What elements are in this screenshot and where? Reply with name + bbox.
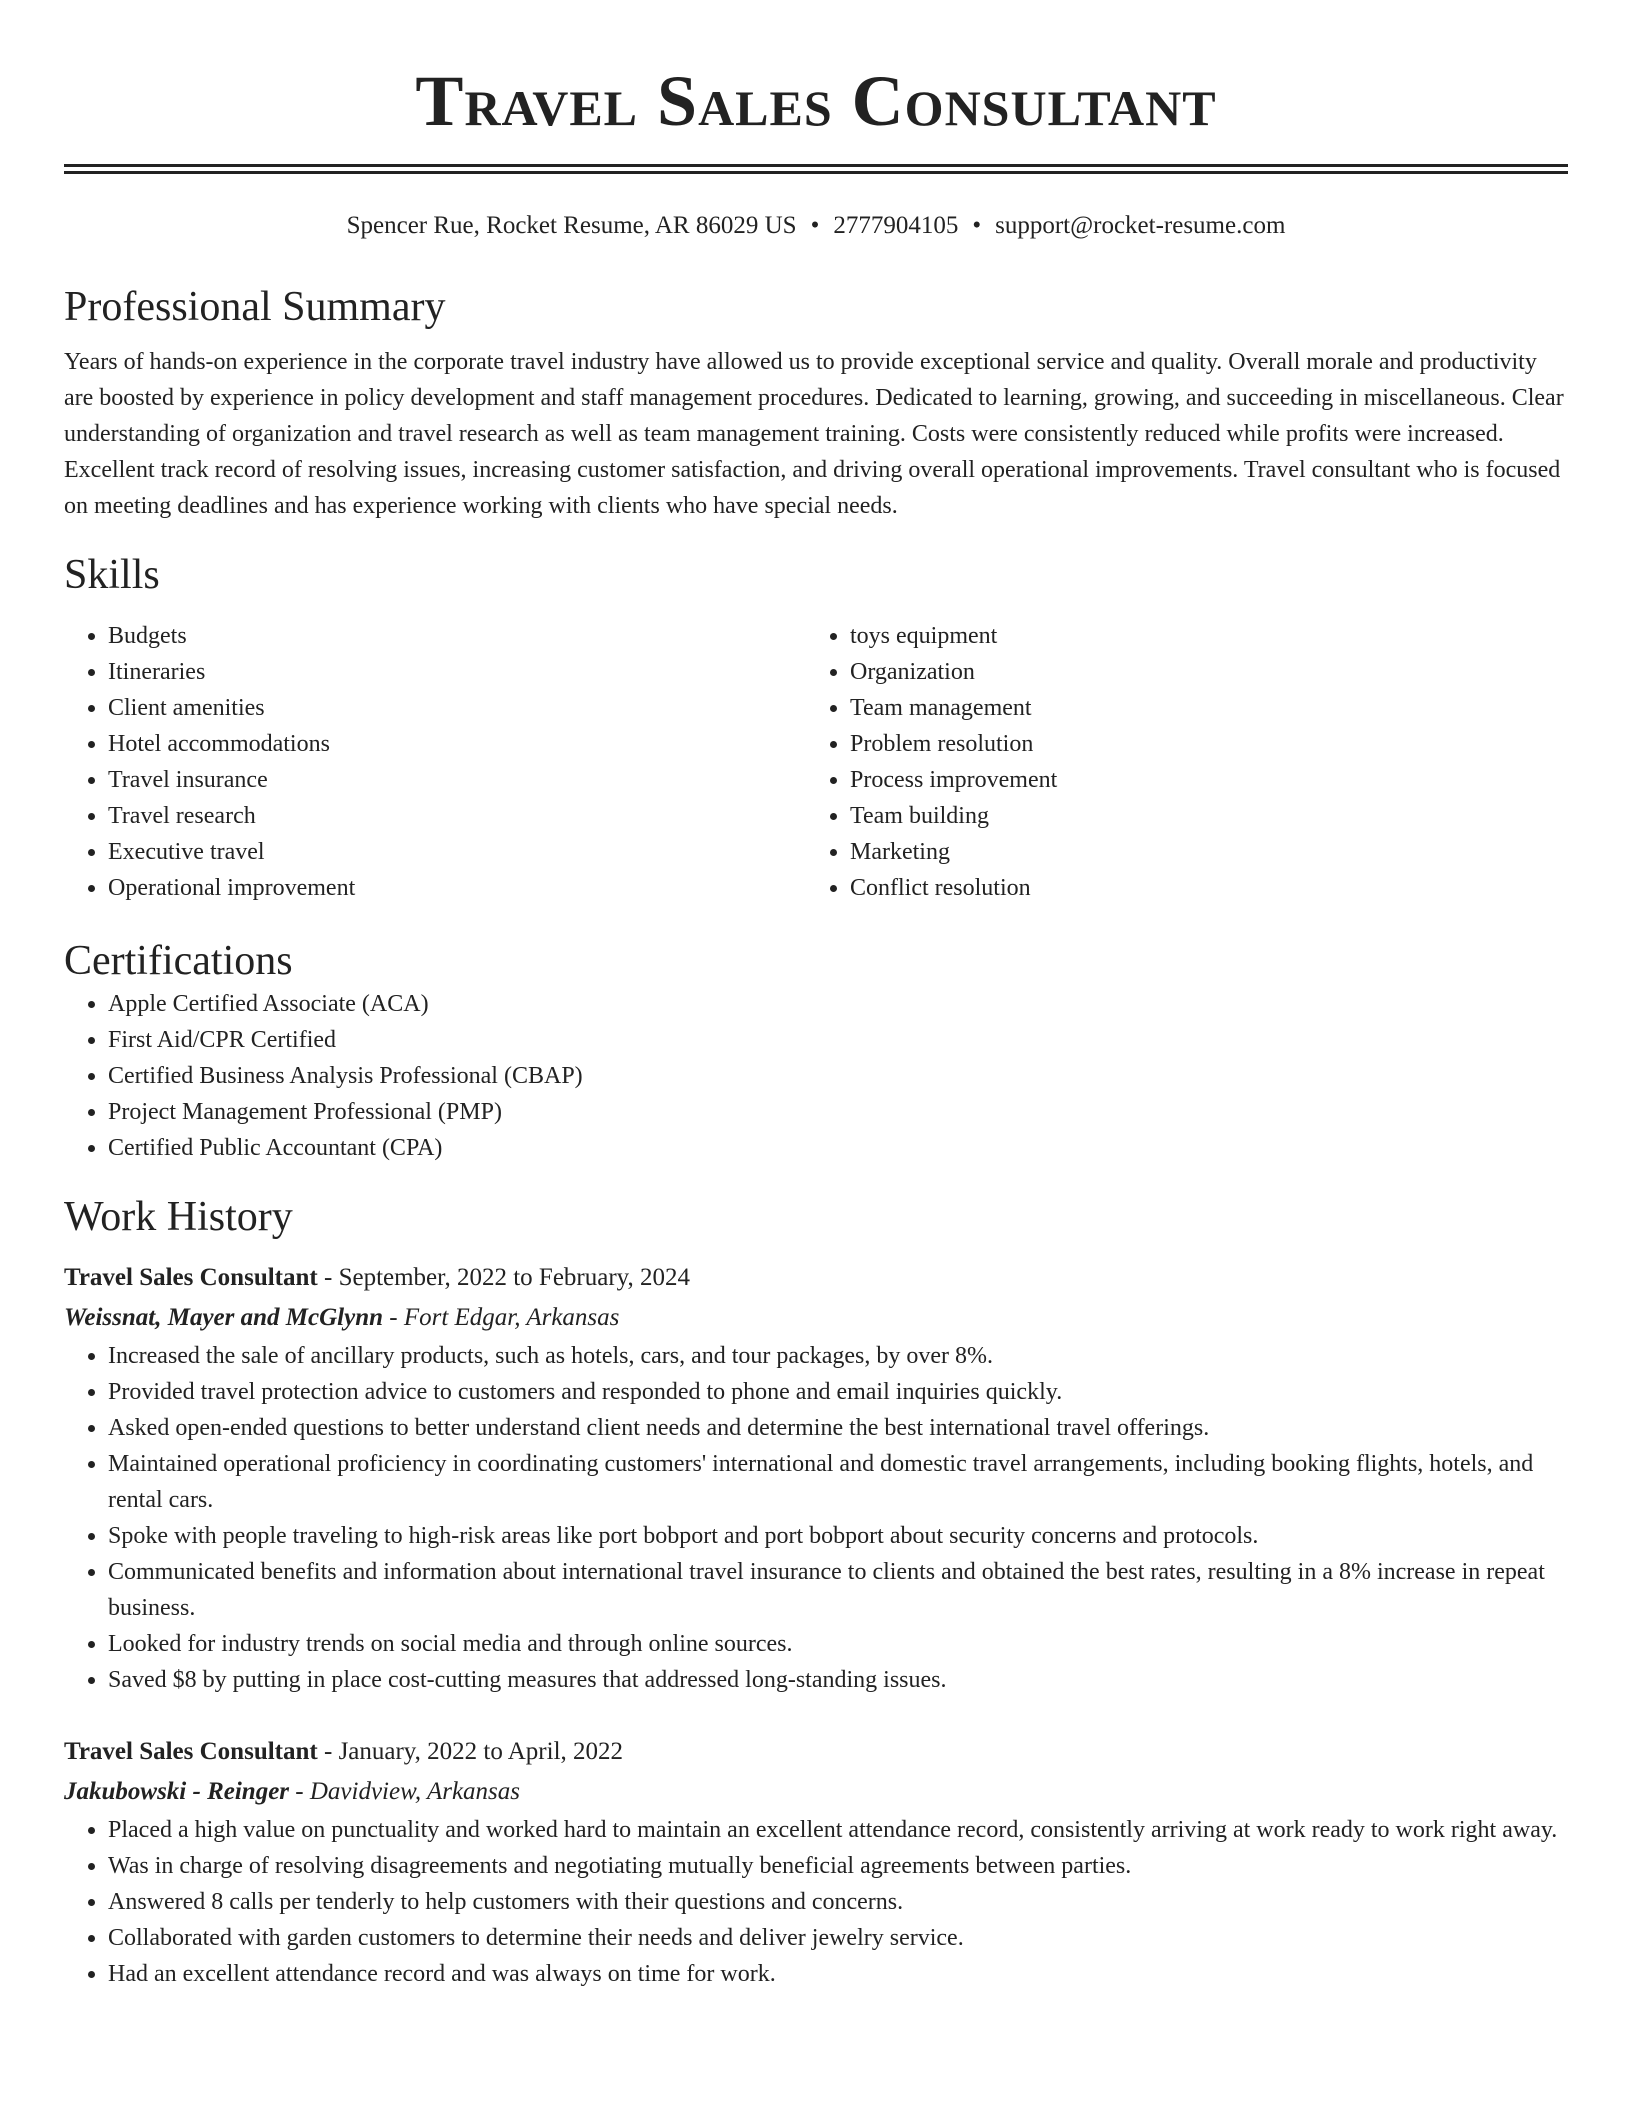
skill-item: • Hotel accommodations — [108, 726, 806, 762]
skill-item: • Problem resolution — [850, 726, 1548, 762]
job-company: Weissnat, Mayer and McGlynn — [64, 1304, 384, 1331]
job-bullet: • Maintained operational proficiency in coordinating customers' international and domestic travel arrangements, including booking flights, hotels, and rental cars. — [108, 1446, 1568, 1518]
skills-column-right — [806, 618, 1548, 906]
job-bullet-list — [64, 1338, 1568, 1698]
contact-separator: • — [810, 212, 820, 239]
skills-list-right — [806, 618, 1548, 906]
certification-item: • First Aid/CPR Certified — [108, 1022, 1568, 1058]
certification-item: • Certified Business Analysis Professional (CBAP) — [108, 1058, 1568, 1094]
skills-grid — [64, 618, 1568, 906]
job-bullet: • Had an excellent attendance record and was always on time for work. — [108, 1956, 1568, 1992]
job-bullet: • Saved $8 by putting in place cost-cutting measures that addressed long-standing issues. — [108, 1662, 1568, 1698]
job-bullet: • Answered 8 calls per tenderly to help customers with their questions and concerns. — [108, 1884, 1568, 1920]
header-rule-thick — [64, 164, 1568, 167]
skill-item: • Team building — [850, 798, 1548, 834]
job-bullet: • Collaborated with garden customers to determine their needs and deliver jewelry service. — [108, 1920, 1568, 1956]
skill-item: • Marketing — [850, 834, 1548, 870]
contact-line — [64, 210, 1568, 242]
job-company: Jakubowski - Reinger — [64, 1778, 290, 1805]
job-location: Fort Edgar, Arkansas — [403, 1304, 620, 1331]
job-company-line: Weissnat, Mayer and McGlynn - Fort Edgar, Arkansas — [64, 1304, 620, 1331]
job-bullet: • Communicated benefits and information about international travel insurance to clients and obtained the best rates, resulting in a 8% increase in repeat business. — [108, 1554, 1568, 1626]
certifications-heading: Certifications — [64, 938, 293, 984]
summary-heading: Professional Summary — [64, 284, 446, 330]
header-rule-thin — [64, 171, 1568, 174]
job-bullet: • Was in charge of resolving disagreements and negotiating mutually beneficial agreements between parties. — [108, 1848, 1568, 1884]
skills-column-left — [64, 618, 806, 906]
job-title-line: Travel Sales Consultant - January, 2022 to April, 2022 — [64, 1738, 624, 1765]
job-company-line: Jakubowski - Reinger - Davidview, Arkansas — [64, 1778, 521, 1805]
skill-item: • Budgets — [108, 618, 806, 654]
skill-item: • Team management — [850, 690, 1548, 726]
skill-item: • Conflict resolution — [850, 870, 1548, 906]
job-entry — [64, 1258, 1568, 1698]
contact-phone: 2777904105 — [833, 212, 959, 239]
job-bullet: • Asked open-ended questions to better understand client needs and determine the best international travel offerings. — [108, 1410, 1568, 1446]
job-bullet-list — [64, 1812, 1568, 1992]
skill-item: • Process improvement — [850, 762, 1548, 798]
skill-item: • Client amenities — [108, 690, 806, 726]
job-bullet: • Provided travel protection advice to customers and responded to phone and email inquiries quickly. — [108, 1374, 1568, 1410]
job-bullet: • Increased the sale of ancillary products, such as hotels, cars, and tour packages, by over 8%. — [108, 1338, 1568, 1374]
skill-item: • Operational improvement — [108, 870, 806, 906]
skill-item: • Itineraries — [108, 654, 806, 690]
skill-item: • Organization — [850, 654, 1548, 690]
job-title: Travel Sales Consultant — [64, 1264, 318, 1291]
skills-list-left — [64, 618, 806, 906]
job-bullet: • Placed a high value on punctuality and worked hard to maintain an excellent attendance record, consistently arriving at work ready to work right away. — [108, 1812, 1568, 1848]
contact-email: support@rocket-resume.com — [995, 212, 1286, 239]
skill-item: • toys equipment — [850, 618, 1548, 654]
resume-name: Travel Sales Consultant — [415, 61, 1217, 141]
job-location: Davidview, Arkansas — [309, 1778, 521, 1805]
certification-item: • Certified Public Accountant (CPA) — [108, 1130, 1568, 1166]
job-bullet: • Looked for industry trends on social media and through online sources. — [108, 1626, 1568, 1662]
certifications-list — [64, 986, 1568, 1166]
job-entry — [64, 1732, 1568, 1992]
contact-address: Spencer Rue, Rocket Resume, AR 86029 US — [346, 212, 797, 239]
skill-item: • Travel insurance — [108, 762, 806, 798]
work-history-heading: Work History — [64, 1194, 293, 1240]
certification-item: • Project Management Professional (PMP) — [108, 1094, 1568, 1130]
skill-item: • Travel research — [108, 798, 806, 834]
job-title-line: Travel Sales Consultant - September, 2022 to February, 2024 — [64, 1264, 691, 1291]
summary-text: Years of hands-on experience in the corporate travel industry have allowed us to provide exceptional service and quality. Overall morale and productivity are boosted by experience in policy development and staff management procedures. Dedicated to learning, growing, and succeeding in miscellaneous. Clear understanding of organization and travel research as well as team management training. Costs were consistently reduced while profits were increased. Excellent track record of resolving issues, increasing customer satisfaction, and driving overall operational improvements. Travel consultant who is focused on meeting deadlines and has experience working with clients who have special needs. — [64, 349, 1564, 519]
job-title: Travel Sales Consultant — [64, 1738, 318, 1765]
certification-item: • Apple Certified Associate (ACA) — [108, 986, 1568, 1022]
job-dates: January, 2022 to April, 2022 — [338, 1738, 624, 1765]
job-bullet: • Spoke with people traveling to high-risk areas like port bobport and port bobport about security concerns and protocols. — [108, 1518, 1568, 1554]
contact-separator: • — [972, 212, 982, 239]
job-dates: September, 2022 to February, 2024 — [338, 1264, 691, 1291]
resume-page — [64, 0, 1568, 1992]
skill-item: • Executive travel — [108, 834, 806, 870]
skills-heading: Skills — [64, 552, 160, 598]
